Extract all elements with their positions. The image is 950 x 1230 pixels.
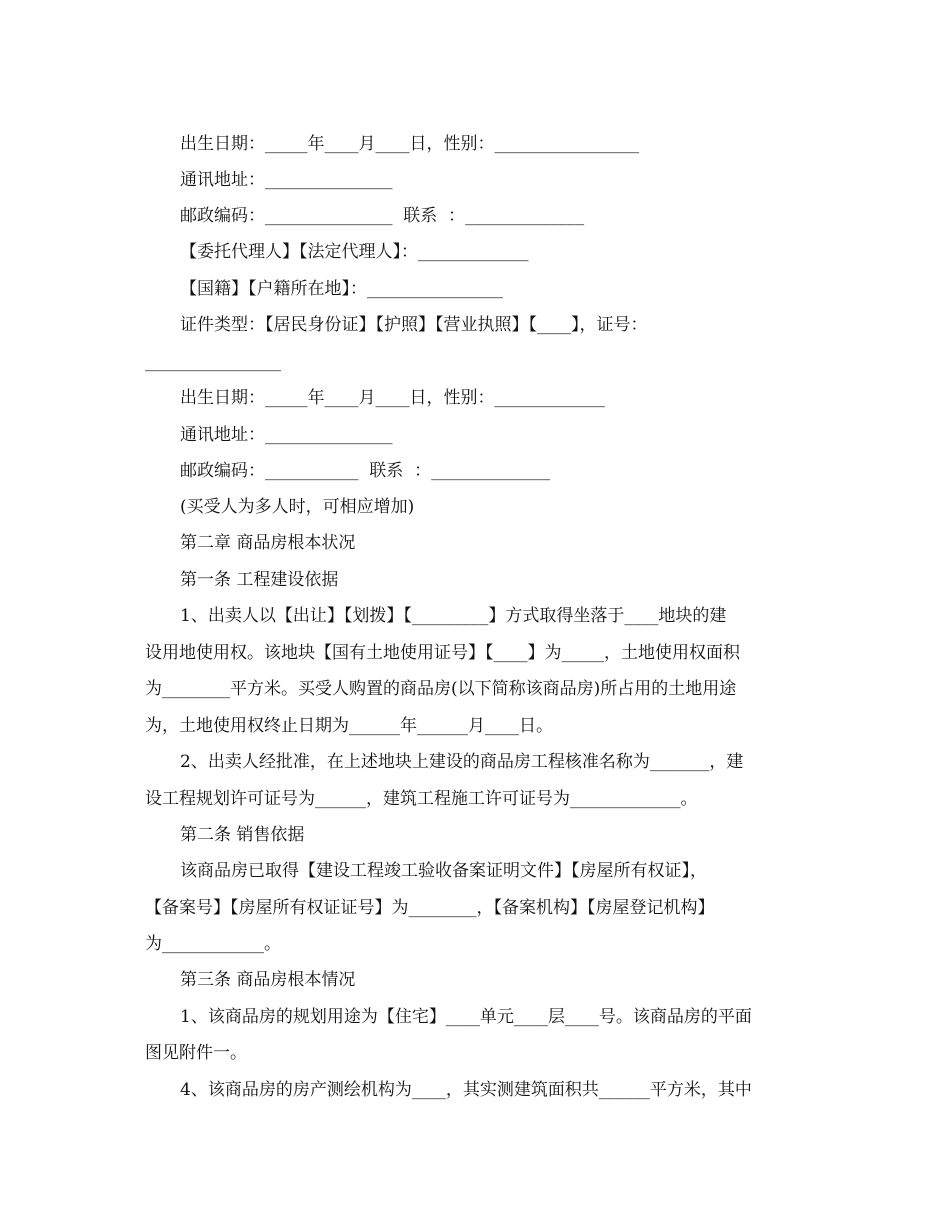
paragraph-line: 设工程规划许可证号为______，建筑工程施工许可证号为_____________。	[145, 789, 698, 809]
address-line-2: 通讯地址：_______________	[180, 425, 393, 445]
postcode-contact-line: 邮政编码：_______________ 联系 ：______________	[180, 206, 585, 226]
id-number-blank: ________________	[145, 352, 281, 372]
birth-date-line: 出生日期：_____年____月____日，性别：_________________	[180, 134, 639, 154]
paragraph-line: 1、该商品房的规划用途为【住宅】____单元____层____号。该商品房的平面	[180, 1007, 752, 1027]
nationality-line: 【国籍】【户籍所在地】：________________	[180, 279, 503, 299]
paragraph-line: 【备案号】【房屋所有权证证号】为________，【备案机构】【房屋登记机构】	[145, 898, 715, 918]
id-type-line: 证件类型：【居民身份证】【护照】【营业执照】【____】，证号：	[180, 315, 648, 335]
article-2-heading: 第二条 销售依据	[180, 825, 305, 845]
article-1-heading: 第一条 工程建设依据	[180, 570, 339, 590]
birth-date-line-2: 出生日期：_____年____月____日，性别：_____________	[180, 388, 605, 408]
postcode-contact-line-2: 邮政编码：___________ 联系 ：______________	[180, 461, 551, 481]
paragraph-line: 为____________。	[145, 934, 281, 954]
article-3-heading: 第三条 商品房根本情况	[180, 970, 356, 990]
paragraph-line: 为________平方米。买受人购置的商品房(以下简称该商品房)所占用的土地用途	[145, 679, 737, 699]
address-line: 通讯地址：_______________	[180, 170, 393, 190]
paragraph-line: 4、该商品房的房产测绘机构为____，其实测建筑面积共______平方米，其中	[180, 1080, 752, 1100]
paragraph-line: 2、出卖人经批准，在上述地块上建设的商品房工程核准名称为_______，建	[180, 752, 744, 772]
paragraph-line: 图见附件一。	[145, 1043, 247, 1063]
chapter-heading: 第二章 商品房根本状况	[180, 533, 356, 553]
paragraph-line: 该商品房已取得【建设工程竣工验收备案证明文件】【房屋所有权证】，	[180, 861, 707, 881]
agent-line: 【委托代理人】【法定代理人】：_____________	[180, 242, 529, 262]
paragraph-line: 1、出卖人以【出让】【划拨】【_________】方式取得坐落于____地块的建	[180, 606, 727, 626]
paragraph-line: 设用地使用权。该地块【国有土地使用证号】【____】为_____，土地使用权面积	[145, 643, 740, 663]
paragraph-line: 为，土地使用权终止日期为______年______月____日。	[145, 716, 553, 736]
note-line: (买受人为多人时，可相应增加)	[180, 497, 415, 517]
